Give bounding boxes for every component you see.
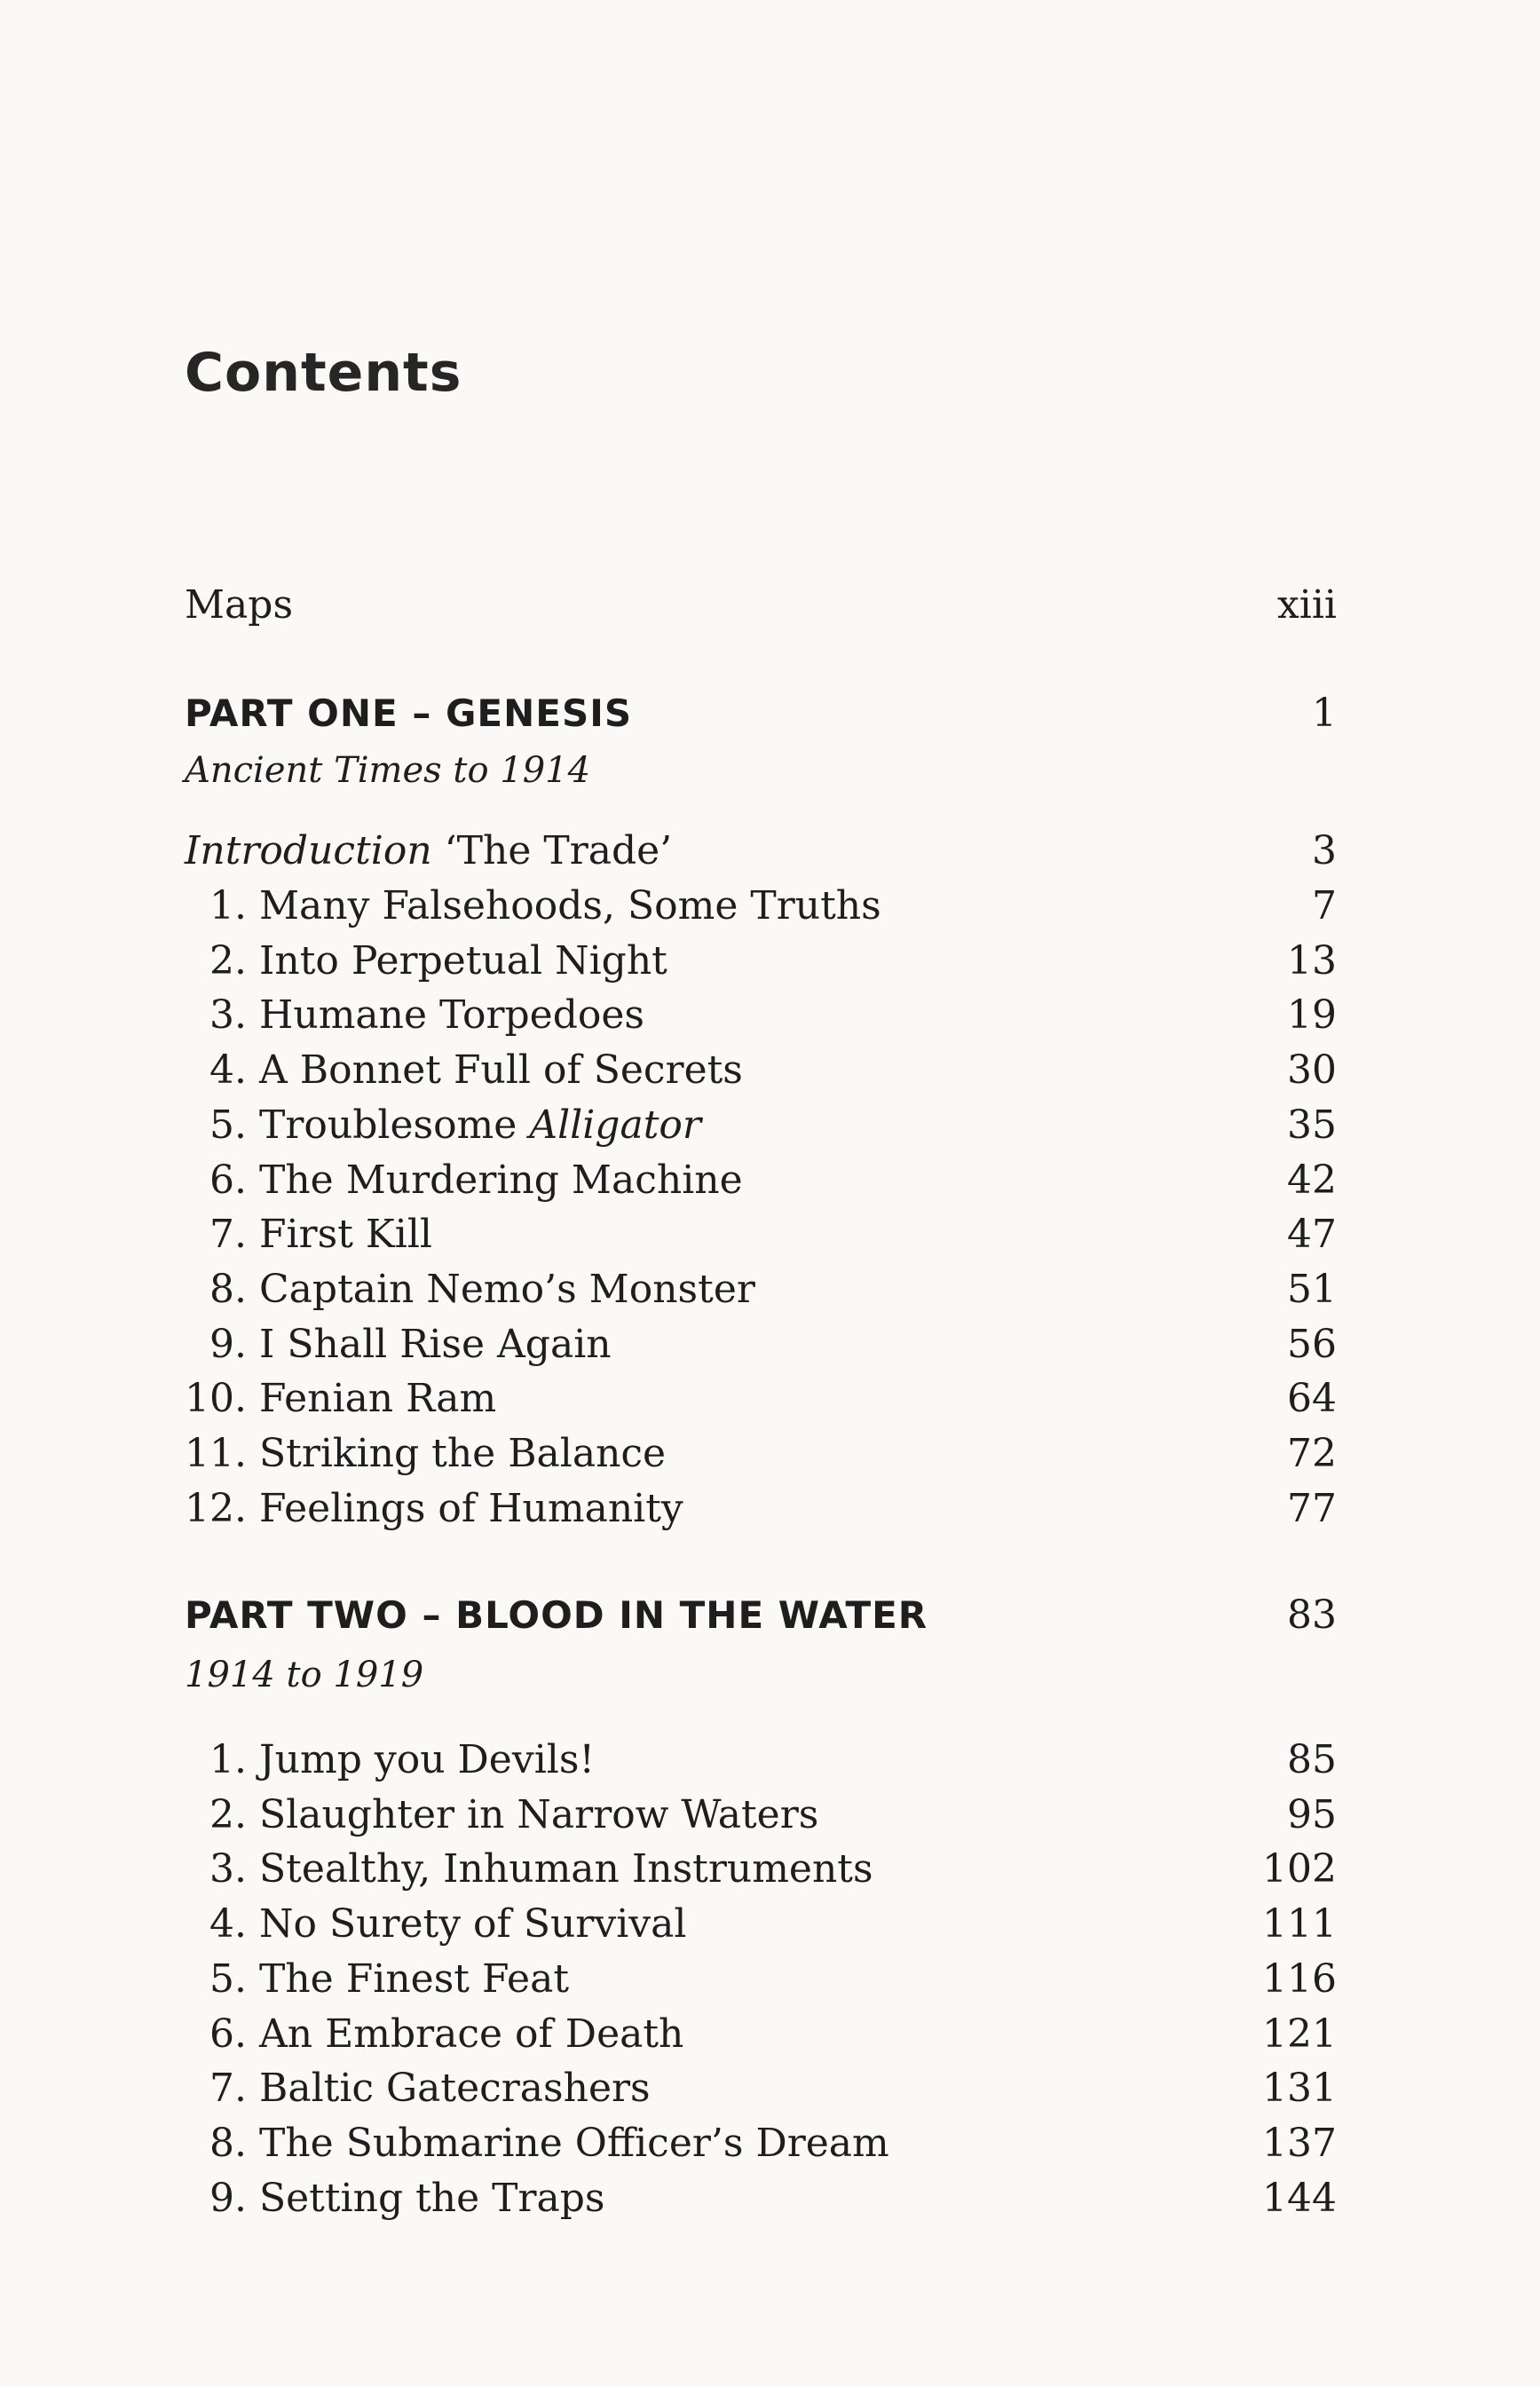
chapter-number: 3.: [209, 992, 247, 1039]
chapter-title-text: Troublesome: [259, 1102, 530, 1148]
chapter-title: [259, 1733, 595, 1788]
chapter-title-text: No Surety of Survival: [259, 1901, 687, 1948]
chapter-page: 95: [1287, 1791, 1337, 1837]
part-title: PART TWO – BLOOD IN THE WATER: [185, 1593, 928, 1637]
chapter-number: 11.: [185, 1431, 247, 1476]
toc-entry-page: xiii: [1276, 582, 1337, 628]
chapter-title: [259, 879, 881, 934]
part-page: 1: [1312, 691, 1337, 736]
part-page: 83: [1287, 1592, 1337, 1638]
chapter-number: 1.: [209, 883, 247, 928]
chapter-title: [259, 2007, 683, 2062]
chapter-page: 51: [1287, 1266, 1337, 1312]
toc-entry-maps: [185, 578, 1337, 633]
chapter-number: 2.: [209, 937, 247, 984]
chapter-number: 7.: [209, 1212, 247, 1258]
chapter-title: [259, 1043, 743, 1098]
toc-chapter-entry: [185, 1952, 1337, 2007]
chapter-page: 144: [1262, 2175, 1337, 2221]
chapter-title: [259, 1371, 496, 1426]
chapter-title: [259, 1207, 432, 1262]
chapter-title-text: Baltic Gatecrashers: [259, 2066, 651, 2112]
chapter-title: [259, 1098, 701, 1153]
chapter-page: 111: [1262, 1901, 1337, 1948]
toc-entry-page: 3: [1312, 828, 1337, 873]
chapter-title-text: Feelings of Humanity: [259, 1485, 683, 1531]
toc-chapter-entry: [185, 1788, 1337, 1843]
toc-chapter-entry: [185, 2171, 1337, 2226]
chapter-number: 6.: [209, 2011, 247, 2057]
toc-chapter-entry: [185, 2061, 1337, 2116]
chapter-title: [259, 1153, 743, 1208]
part-two-subtitle: 1914 to 1919: [185, 1655, 424, 1695]
toc-chapter-entry: [185, 934, 1337, 989]
chapter-number: 8.: [209, 1266, 247, 1312]
chapter-number: 9.: [209, 2175, 247, 2221]
chapter-title-text: Setting the Traps: [259, 2175, 605, 2221]
toc-chapter-entry: [185, 1098, 1337, 1153]
chapter-page: 131: [1262, 2066, 1337, 2112]
toc-chapter-entry: [185, 1262, 1337, 1317]
chapter-number: 8.: [209, 2120, 247, 2166]
toc-chapter-entry: [185, 1043, 1337, 1098]
toc-chapter-entry: [185, 1733, 1337, 1788]
chapter-title-text: The Finest Feat: [259, 1955, 570, 2002]
chapter-page: 137: [1262, 2120, 1337, 2166]
chapter-title-text: An Embrace of Death: [259, 2011, 684, 2057]
toc-chapter-entry: [185, 1371, 1337, 1426]
chapter-title-text: Jump you Devils!: [259, 1737, 596, 1782]
chapter-title-text: Many Falsehoods, Some Truths: [259, 883, 881, 928]
chapter-title-text: Humane Torpedoes: [259, 992, 644, 1039]
chapter-title: [259, 1842, 873, 1897]
chapter-title: [259, 1952, 569, 2007]
chapter-page: 19: [1287, 992, 1337, 1039]
chapter-title: [259, 2171, 605, 2226]
toc-entry-title: Maps: [185, 582, 294, 628]
chapter-page: 56: [1287, 1321, 1337, 1367]
toc-chapter-entry: [185, 1842, 1337, 1897]
chapter-title-text: Fenian Ram: [259, 1376, 497, 1422]
chapter-title-italic: Alligator: [529, 1102, 701, 1148]
chapter-title-text: Stealthy, Inhuman Instruments: [259, 1846, 873, 1892]
chapter-page: 42: [1287, 1157, 1337, 1203]
chapter-title: [259, 1262, 755, 1317]
chapter-title: [259, 1426, 666, 1481]
introduction-label: Introduction: [185, 828, 432, 873]
chapter-number: 7.: [209, 2066, 247, 2112]
toc-chapter-entry: [185, 879, 1337, 934]
chapter-title: [259, 2116, 889, 2171]
chapter-title: [259, 1897, 686, 1952]
chapter-title-text: The Submarine Officer’s Dream: [259, 2120, 889, 2166]
chapter-page: 47: [1287, 1212, 1337, 1258]
chapter-title: [259, 1481, 683, 1537]
chapter-number: 6.: [209, 1157, 247, 1203]
chapter-page: 35: [1287, 1102, 1337, 1148]
chapter-number: 5.: [209, 1102, 247, 1148]
chapter-page: 30: [1287, 1047, 1337, 1094]
chapter-title-text: Captain Nemo’s Monster: [259, 1266, 755, 1312]
toc-entry-title: ‘The Trade’: [444, 828, 673, 873]
toc-chapter-entry: [185, 2007, 1337, 2062]
toc-chapter-entry: [185, 1481, 1337, 1537]
chapter-title-text: The Murdering Machine: [259, 1157, 743, 1203]
chapter-title-text: First Kill: [259, 1212, 432, 1258]
chapter-number: 9.: [209, 1321, 247, 1367]
part-title: PART ONE – GENESIS: [185, 691, 633, 735]
chapter-page: 72: [1287, 1431, 1337, 1476]
chapter-page: 77: [1287, 1485, 1337, 1531]
part-one-subtitle: Ancient Times to 1914: [185, 750, 591, 791]
chapter-title-text: Into Perpetual Night: [259, 937, 667, 984]
chapter-number: 4.: [209, 1901, 247, 1948]
chapter-title: [259, 1788, 818, 1843]
chapter-title-text: A Bonnet Full of Secrets: [259, 1047, 743, 1094]
chapter-number: 12.: [185, 1485, 247, 1531]
toc-chapter-entry: [185, 1317, 1337, 1372]
chapter-page: 116: [1262, 1955, 1337, 2002]
toc-chapter-entry: [185, 2116, 1337, 2171]
chapter-title: [259, 988, 644, 1043]
chapter-title: [259, 1317, 612, 1372]
toc-chapter-entry: [185, 1207, 1337, 1262]
part-one-heading: [185, 686, 1337, 741]
chapter-page: 102: [1262, 1846, 1337, 1892]
part-two-heading: [185, 1588, 1337, 1643]
chapter-page: 7: [1312, 883, 1337, 928]
toc-chapter-entry: [185, 1153, 1337, 1208]
chapter-title: [259, 934, 667, 989]
chapter-number: 1.: [209, 1737, 247, 1782]
chapter-title: [259, 2061, 651, 2116]
chapter-page: 13: [1287, 937, 1337, 984]
toc-chapter-entry: [185, 1897, 1337, 1952]
chapter-title-text: Slaughter in Narrow Waters: [259, 1791, 819, 1837]
page-title: Contents: [185, 342, 462, 404]
chapter-number: 4.: [209, 1047, 247, 1094]
toc-entry-introduction: [185, 824, 1337, 879]
chapter-number: 5.: [209, 1955, 247, 2002]
chapter-number: 3.: [209, 1846, 247, 1892]
chapter-title-text: Striking the Balance: [259, 1431, 667, 1476]
chapter-page: 85: [1287, 1737, 1337, 1782]
chapter-page: 64: [1287, 1376, 1337, 1422]
chapter-number: 2.: [209, 1791, 247, 1837]
chapter-page: 121: [1262, 2011, 1337, 2057]
toc-chapter-entry: [185, 988, 1337, 1043]
chapter-number: 10.: [185, 1376, 247, 1422]
toc-chapter-entry: [185, 1426, 1337, 1481]
chapter-title-text: I Shall Rise Again: [259, 1321, 612, 1367]
